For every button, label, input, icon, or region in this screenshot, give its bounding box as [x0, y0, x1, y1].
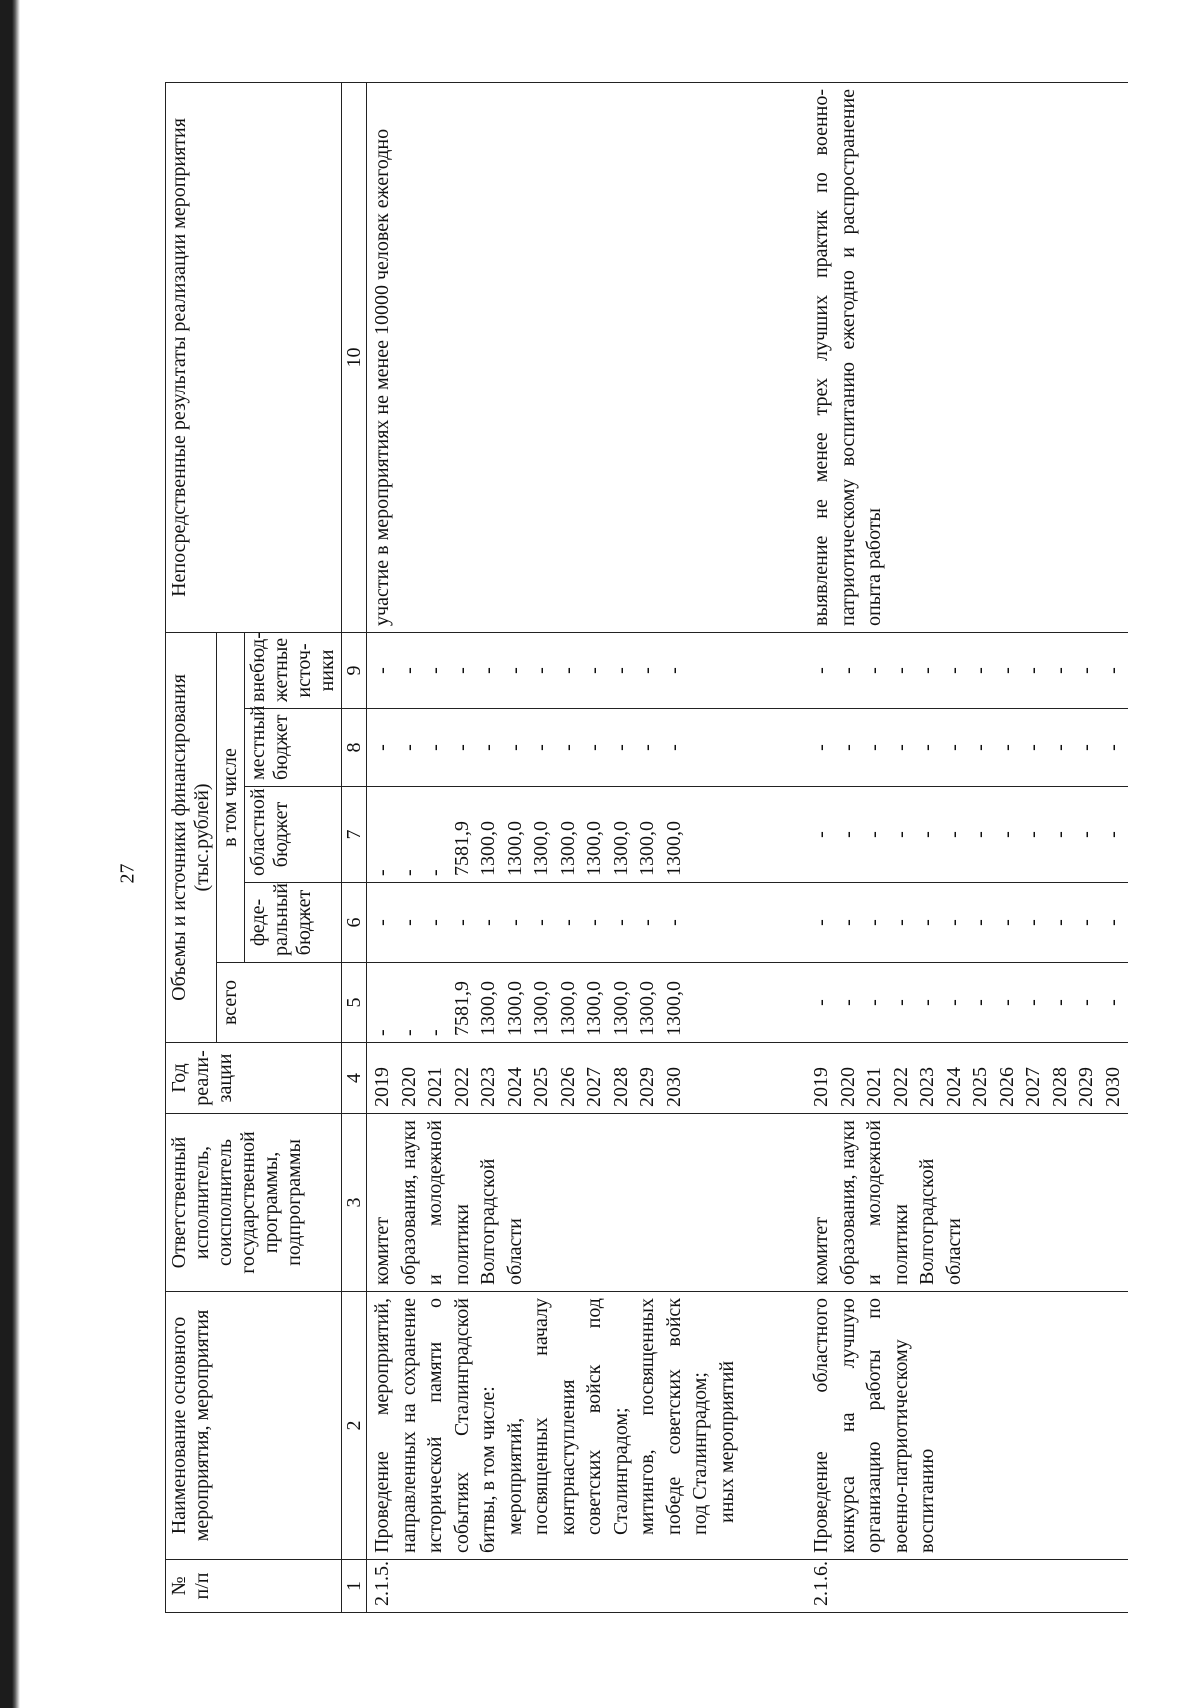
row-local: [806, 709, 1128, 787]
cell-value: -: [916, 667, 938, 674]
col-number: 3: [342, 1114, 367, 1292]
row-federal: [367, 883, 743, 963]
cell-value: 1300,0: [477, 981, 499, 1036]
header-including: в том числе: [217, 632, 245, 962]
cell-value: -: [1075, 999, 1097, 1006]
cell-value: -: [942, 744, 965, 751]
cell-value: 2021: [863, 1067, 885, 1107]
cell-value: -: [863, 667, 885, 674]
header-results: Непосредственные результаты реализации мероприятия: [166, 82, 342, 632]
cell-value: -: [556, 667, 579, 674]
cell-value: 2029: [636, 1067, 658, 1107]
row-name-sub: митингов, посвященных победе советских войск под Сталинградом;: [636, 1298, 711, 1535]
header-year: Год реали-зации: [166, 1043, 342, 1114]
cell-value: -: [863, 744, 885, 751]
cell-value: 1300,0: [530, 981, 552, 1036]
cell-value: 2030: [1101, 1067, 1124, 1107]
cell-value: 7581,9: [450, 981, 473, 1036]
cell-value: -: [397, 869, 420, 876]
row-number: 2.1.5.: [367, 1560, 743, 1613]
cell-value: -: [1048, 744, 1071, 751]
cell-value: -: [1075, 667, 1097, 674]
cell-value: -: [609, 919, 632, 926]
cell-value: 2022: [450, 1067, 473, 1107]
cell-value: -: [636, 919, 658, 926]
row-name: [367, 1292, 743, 1560]
cell-value: -: [969, 919, 991, 926]
column-number-row: [342, 82, 367, 1612]
cell-value: 2029: [1075, 1067, 1097, 1107]
cell-value: -: [371, 869, 393, 876]
cell-value: -: [969, 999, 991, 1006]
cell-value: -: [1048, 831, 1071, 838]
cell-value: -: [942, 667, 965, 674]
cell-value: -: [995, 831, 1018, 838]
cell-value: -: [916, 999, 938, 1006]
cell-value: -: [636, 744, 658, 751]
cell-value: 1300,0: [636, 821, 658, 876]
cell-value: 1300,0: [583, 981, 605, 1036]
cell-value: -: [424, 667, 446, 674]
cell-value: -: [836, 667, 859, 674]
cell-value: -: [371, 667, 393, 674]
cell-value: 2024: [503, 1067, 526, 1107]
header-total: всего: [217, 963, 342, 1043]
cell-value: 1300,0: [636, 981, 658, 1036]
cell-value: -: [1101, 919, 1124, 926]
cell-value: -: [1075, 744, 1097, 751]
cell-value: -: [889, 831, 912, 838]
cell-value: -: [969, 831, 991, 838]
row-years: [367, 1043, 743, 1114]
cell-value: -: [942, 919, 965, 926]
cell-value: -: [863, 919, 885, 926]
row-result: выявление не менее трех лучших практик по военно-патриотическому воспитанию ежегодно и распространение опыта работы: [806, 82, 1128, 632]
cell-value: -: [889, 744, 912, 751]
cell-value: 2026: [556, 1067, 579, 1107]
cell-value: -: [969, 667, 991, 674]
cell-value: 2030: [662, 1067, 685, 1107]
cell-value: 1300,0: [556, 981, 579, 1036]
cell-value: -: [450, 744, 473, 751]
header-federal: феде-ральный бюджет: [245, 883, 342, 963]
header-number: № п/п: [166, 1560, 342, 1613]
cell-value: -: [424, 744, 446, 751]
cell-value: 2025: [969, 1067, 991, 1107]
cell-value: -: [995, 919, 1018, 926]
row-total: [367, 963, 743, 1043]
cell-value: -: [583, 919, 605, 926]
cell-value: -: [995, 744, 1018, 751]
row-regional: [806, 787, 1128, 883]
cell-value: 1300,0: [530, 821, 552, 876]
cell-value: -: [942, 999, 965, 1006]
cell-value: 2020: [836, 1067, 859, 1107]
cell-value: 1300,0: [609, 821, 632, 876]
cell-value: -: [450, 667, 473, 674]
header-regional: областной бюджет: [245, 787, 342, 883]
cell-value: -: [1075, 919, 1097, 926]
col-number: 7: [342, 787, 367, 883]
cell-value: -: [477, 744, 499, 751]
cell-value: -: [397, 744, 420, 751]
cell-value: 1300,0: [662, 821, 685, 876]
cell-value: -: [863, 831, 885, 838]
cell-value: -: [889, 999, 912, 1006]
cell-value: -: [503, 667, 526, 674]
cell-value: 2019: [810, 1067, 832, 1107]
cell-value: -: [424, 869, 446, 876]
row-regional: [367, 787, 743, 883]
table-header: [166, 82, 342, 1612]
cell-value: -: [503, 744, 526, 751]
cell-value: -: [1075, 831, 1097, 838]
cell-value: -: [662, 667, 685, 674]
cell-value: 2021: [424, 1067, 446, 1107]
cell-value: -: [583, 744, 605, 751]
cell-value: -: [836, 999, 859, 1006]
cell-value: -: [1101, 667, 1124, 674]
cell-value: 2023: [916, 1067, 938, 1107]
col-number: 5: [342, 963, 367, 1043]
cell-value: 2028: [1048, 1067, 1071, 1107]
cell-value: -: [662, 744, 685, 751]
cell-value: 1300,0: [583, 821, 605, 876]
cell-value: -: [371, 744, 393, 751]
program-table: [165, 82, 1128, 1613]
row-executor: комитет образования, науки и молодежной политики Волгоградской области: [367, 1114, 743, 1292]
cell-value: 2024: [942, 1067, 965, 1107]
header-financing: Объемы и источники финансирования (тыс.рублей): [166, 632, 217, 1042]
cell-value: -: [1101, 744, 1124, 751]
col-number: 8: [342, 709, 367, 787]
cell-value: -: [810, 667, 832, 674]
cell-value: -: [609, 667, 632, 674]
cell-value: 2028: [609, 1067, 632, 1107]
cell-value: -: [836, 831, 859, 838]
cell-value: -: [371, 919, 393, 926]
cell-value: -: [889, 919, 912, 926]
cell-value: -: [450, 919, 473, 926]
cell-value: -: [556, 744, 579, 751]
row-result: участие в мероприятиях не менее 10000 человек ежегодно: [367, 82, 743, 632]
col-number: 10: [342, 82, 367, 632]
cell-value: -: [916, 831, 938, 838]
row-name-main: Проведение мероприятий, направленных на сохранение исторической памяти о событиях Сталинградской битвы, в том числе:: [371, 1298, 499, 1553]
row-executor: комитет образования, науки и молодежной политики Волгоградской области: [806, 1114, 1128, 1292]
row-number: 2.1.6.: [806, 1560, 1128, 1613]
cell-value: 1300,0: [556, 821, 579, 876]
cell-value: -: [530, 919, 552, 926]
cell-value: 2023: [477, 1067, 499, 1107]
cell-value: -: [662, 919, 685, 926]
header-executor: Ответственный исполнитель, соисполнитель государственной программы, подпрограммы: [166, 1114, 342, 1292]
cell-value: -: [810, 744, 832, 751]
row-local: [367, 709, 743, 787]
cell-value: -: [1022, 831, 1044, 838]
cell-value: -: [530, 667, 552, 674]
cell-value: -: [636, 667, 658, 674]
cell-value: -: [530, 744, 552, 751]
cell-value: 1300,0: [503, 821, 526, 876]
page-number: 27: [116, 863, 139, 884]
cell-value: 2022: [889, 1067, 912, 1107]
cell-value: 2025: [530, 1067, 552, 1107]
col-number: 1: [342, 1560, 367, 1613]
cell-value: -: [916, 919, 938, 926]
cell-value: -: [942, 831, 965, 838]
cell-value: -: [397, 1029, 420, 1036]
cell-value: 2019: [371, 1067, 393, 1107]
cell-value: -: [836, 919, 859, 926]
table-row: [367, 82, 743, 1612]
cell-value: -: [995, 667, 1018, 674]
cell-value: 2020: [397, 1067, 420, 1107]
col-number: 2: [342, 1292, 367, 1560]
row-name: Проведение областного конкурса на лучшую организацию работы по военно-патриотическому воспитанию: [806, 1292, 1128, 1560]
cell-value: -: [371, 1029, 393, 1036]
cell-value: -: [397, 667, 420, 674]
cell-value: -: [1048, 999, 1071, 1006]
cell-value: -: [556, 919, 579, 926]
cell-value: 1300,0: [477, 821, 499, 876]
cell-value: -: [836, 744, 859, 751]
cell-value: -: [424, 1029, 446, 1036]
row-gap: [742, 82, 806, 1612]
cell-value: -: [969, 744, 991, 751]
cell-value: -: [1022, 999, 1044, 1006]
cell-value: -: [1101, 831, 1124, 838]
cell-value: -: [1048, 919, 1071, 926]
cell-value: -: [609, 744, 632, 751]
cell-value: -: [503, 919, 526, 926]
cell-value: -: [810, 999, 832, 1006]
cell-value: -: [1022, 919, 1044, 926]
row-extra: [367, 632, 743, 708]
col-number: 6: [342, 883, 367, 963]
cell-value: 2027: [1022, 1067, 1044, 1107]
col-number: 4: [342, 1043, 367, 1114]
row-extra: [806, 632, 1128, 708]
col-number: 9: [342, 632, 367, 708]
cell-value: 2027: [583, 1067, 605, 1107]
row-name-sub: мероприятий, посвященных началу контрнаступления советских войск под Сталинградом;: [503, 1298, 632, 1535]
header-name: Наименование основного мероприятия, мероприятия: [166, 1292, 342, 1560]
cell-value: 7581,9: [450, 821, 473, 876]
cell-value: -: [863, 999, 885, 1006]
cell-value: -: [424, 919, 446, 926]
cell-value: -: [995, 999, 1018, 1006]
header-local: местный бюджет: [245, 709, 342, 787]
cell-value: -: [477, 919, 499, 926]
cell-value: -: [1022, 744, 1044, 751]
cell-value: 1300,0: [503, 981, 526, 1036]
cell-value: -: [1022, 667, 1044, 674]
cell-value: 2026: [995, 1067, 1018, 1107]
row-years: [806, 1043, 1128, 1114]
cell-value: -: [810, 831, 832, 838]
cell-value: -: [1101, 999, 1124, 1006]
cell-value: -: [397, 919, 420, 926]
row-federal: [806, 883, 1128, 963]
cell-value: -: [889, 667, 912, 674]
cell-value: -: [583, 667, 605, 674]
cell-value: 1300,0: [609, 981, 632, 1036]
cell-value: -: [1048, 667, 1071, 674]
cell-value: -: [477, 667, 499, 674]
cell-value: -: [810, 919, 832, 926]
table-row: [806, 82, 1128, 1612]
row-total: [806, 963, 1128, 1043]
header-extra: внебюд-жетные источ-ники: [245, 632, 342, 708]
row-name-sub: иных мероприятий: [715, 1360, 738, 1523]
cell-value: 1300,0: [662, 981, 685, 1036]
cell-value: -: [916, 744, 938, 751]
